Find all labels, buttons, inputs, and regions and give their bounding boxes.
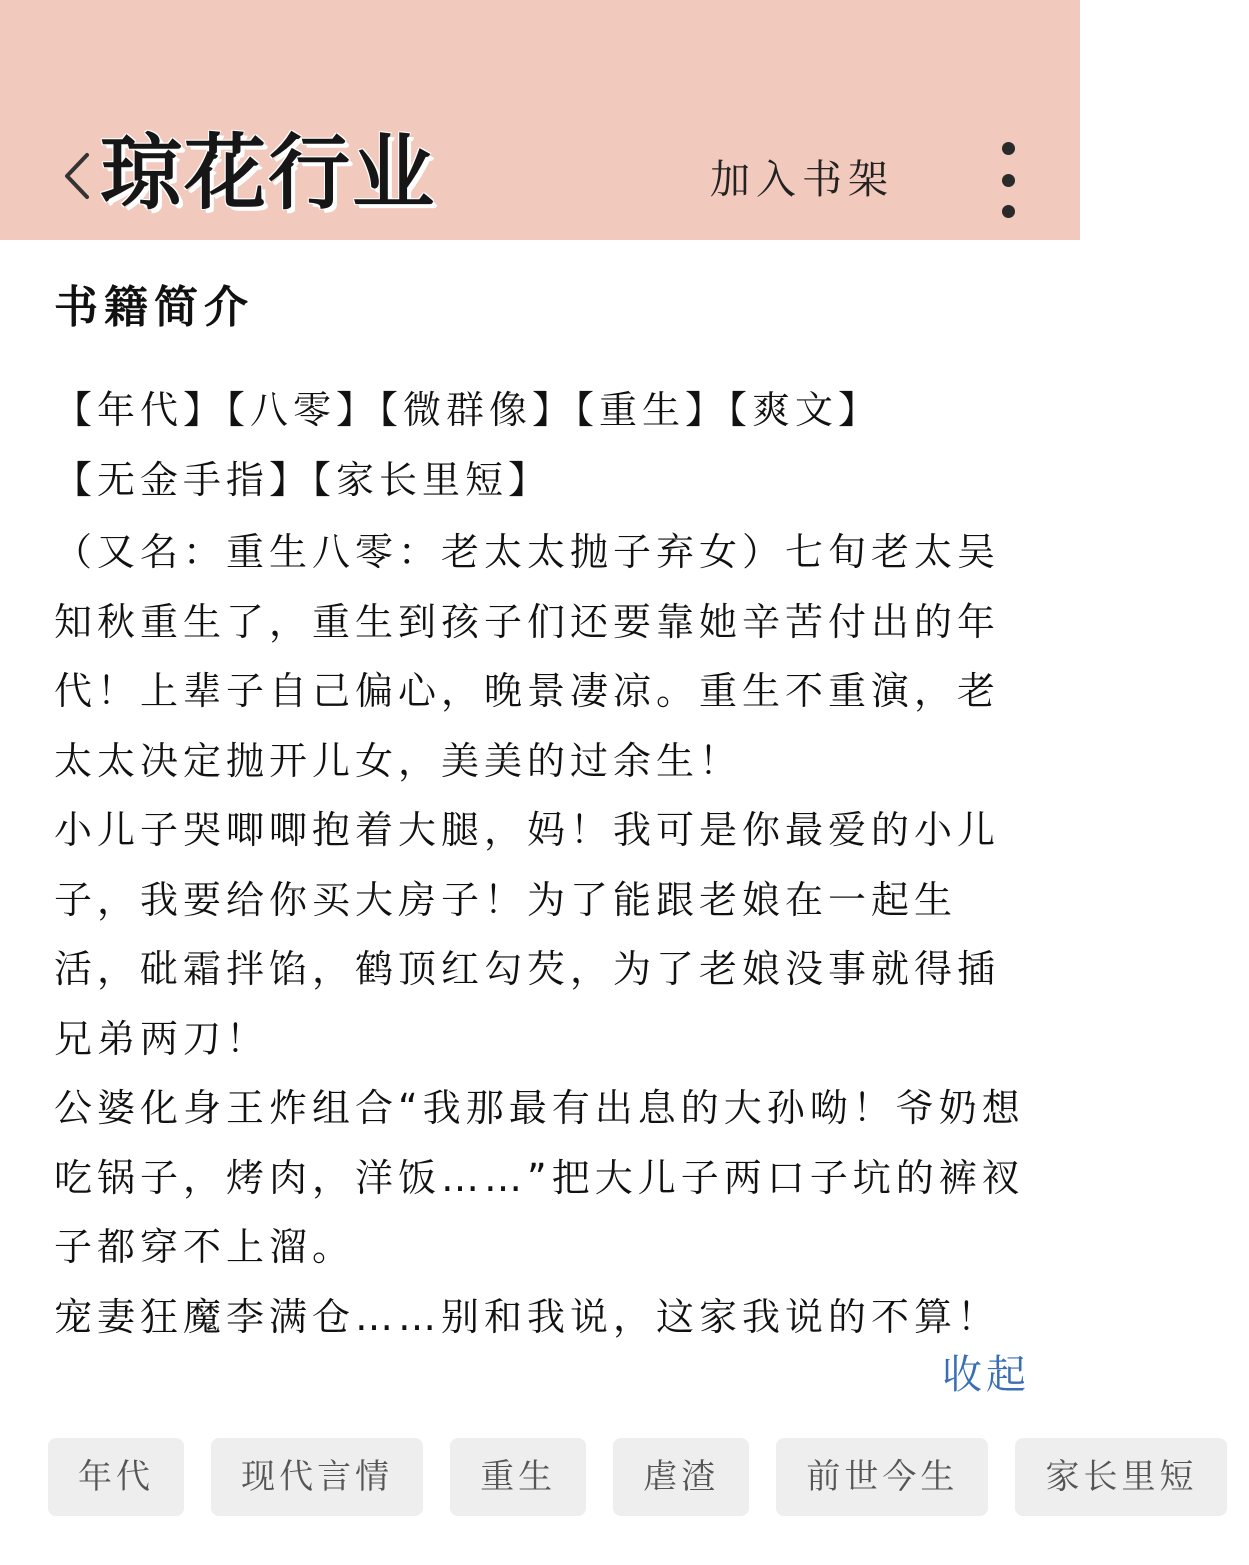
tag-chip[interactable]: 家长里短: [1015, 1438, 1227, 1516]
tag-chip-list: [48, 1438, 1198, 1518]
more-dot-icon: [1002, 205, 1015, 218]
section-title: 书籍简介: [54, 282, 254, 333]
tag-chip[interactable]: 虐渣: [613, 1438, 749, 1516]
genre-tags-line: 【无金手指】【家长里短】: [54, 458, 552, 502]
collapse-link[interactable]: 收起: [942, 1352, 1030, 1398]
synopsis-paragraph: 宠妻狂魔李满仓……别和我说，这家我说的不算！: [54, 1294, 1001, 1339]
tag-chip[interactable]: 前世今生: [776, 1438, 988, 1516]
tag-chip[interactable]: 现代言情: [211, 1438, 423, 1516]
back-button[interactable]: [54, 146, 98, 206]
synopsis: [54, 518, 1038, 1352]
book-title: 琼花行业: [100, 126, 437, 221]
more-dot-icon: [1002, 142, 1015, 155]
synopsis-paragraph: 小儿子哭唧唧抱着大腿，妈！我可是你最爱的小儿子，我要给你买大房子！为了能跟老娘在一起生活，砒霜拌馅，鹤顶红勾芡，为了老娘没事就得插兄弟两刀！: [54, 808, 1001, 1061]
genre-tags-line: 【年代】【八零】【微群像】【重生】【爽文】: [54, 388, 882, 432]
more-dot-icon: [1002, 174, 1015, 187]
synopsis-paragraph: （又名：重生八零：老太太抛子弃女）七旬老太吴知秋重生了，重生到孩子们还要靠她辛苦付出的年代！上辈子自己偏心，晚景凄凉。重生不重演，老太太决定抛开儿女，美美的过余生！: [54, 530, 1001, 783]
tag-chip[interactable]: 年代: [48, 1438, 184, 1516]
tag-chip[interactable]: 重生: [450, 1438, 586, 1516]
add-to-shelf-button[interactable]: 加入书架: [710, 157, 894, 203]
top-bar: [0, 0, 1080, 240]
chevron-left-icon: [61, 151, 91, 201]
more-options-button[interactable]: [988, 142, 1028, 218]
synopsis-paragraph: 公婆化身王炸组合“我那最有出息的大孙呦！爷奶想吃锅子，烤肉，洋饭……”把大儿子两口子坑的裤衩子都穿不上溜。: [54, 1086, 1025, 1269]
